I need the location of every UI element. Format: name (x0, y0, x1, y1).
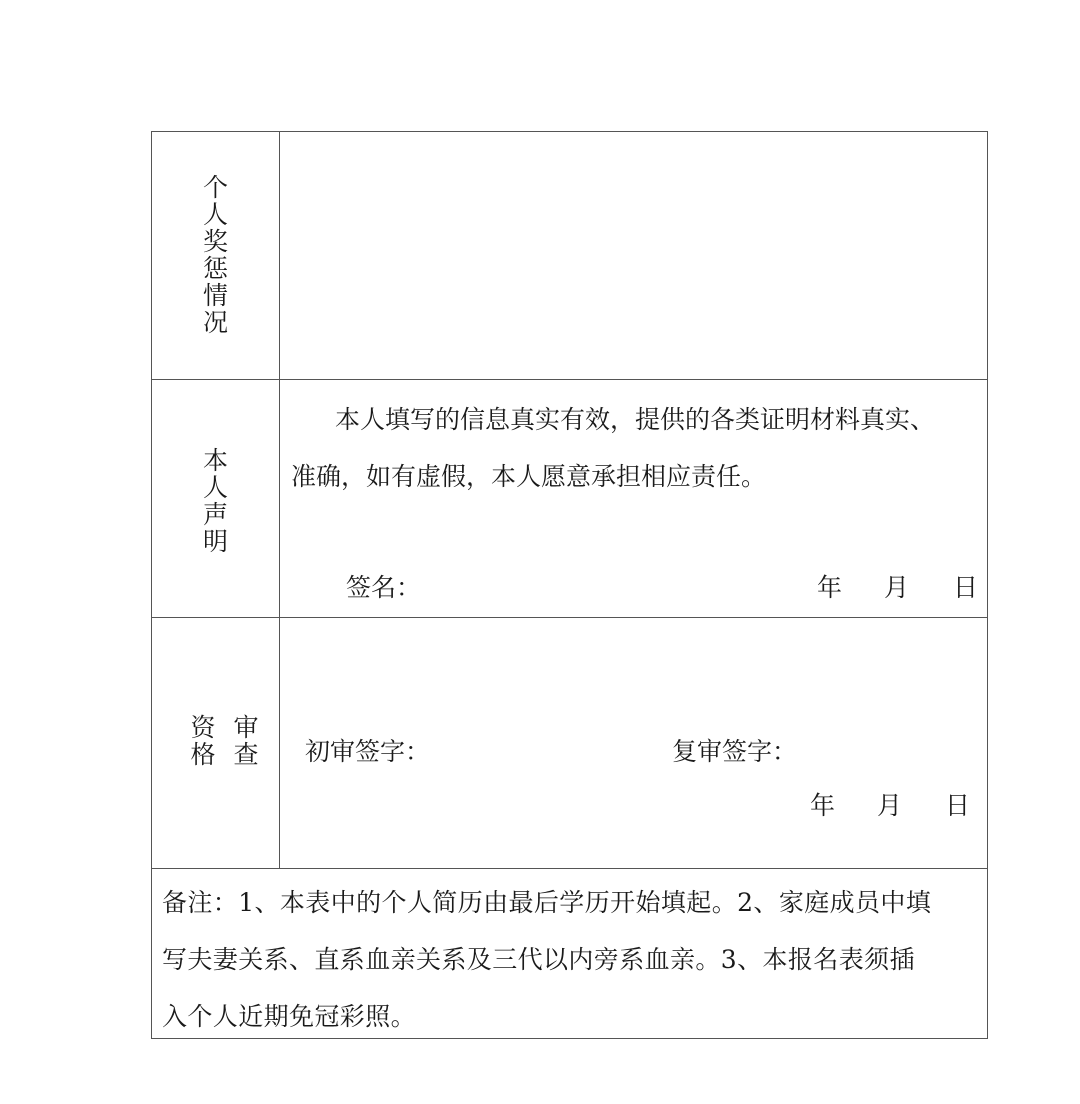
review-content-cell (280, 618, 987, 868)
signature-field[interactable] (420, 564, 780, 598)
awards-label-cell (152, 132, 280, 379)
initial-review-signature-field[interactable] (430, 728, 660, 762)
initial-review-label: 初审签字： (305, 737, 431, 766)
review-label-col1: 资格 (190, 713, 216, 769)
awards-label: 个人奖惩情况 (202, 173, 228, 337)
declaration-label-cell (152, 380, 280, 617)
second-review-label: 复审签字： (672, 737, 798, 766)
review-day: 日 (945, 791, 971, 820)
review-label-cell (152, 618, 280, 868)
declaration-content-cell (280, 380, 987, 617)
second-review-signature-field[interactable] (800, 728, 980, 762)
declaration-row (152, 380, 987, 618)
review-month: 月 (877, 791, 903, 820)
notes-line2: 写夫妻关系、直系血亲关系及三代以内旁系血亲。3、本报名表须插 (162, 945, 915, 974)
declaration-text-line2: 准确，如有虚假，本人愿意承担相应责任。 (291, 462, 767, 491)
signature-label: 签名： (346, 573, 422, 602)
notes-row (152, 869, 987, 1040)
review-year: 年 (810, 791, 836, 820)
declaration-year: 年 (817, 573, 843, 602)
notes-line1: 备注：1、本表中的个人简历由最后学历开始填起。2、家庭成员中填 (162, 888, 932, 917)
awards-row (152, 132, 987, 380)
declaration-text-line1: 本人填写的信息真实有效，提供的各类证明材料真实、 (335, 405, 936, 434)
notes-line3: 入个人近期免冠彩照。 (162, 1002, 417, 1031)
review-label-col2: 审查 (233, 713, 259, 769)
declaration-month: 月 (884, 573, 910, 602)
declaration-label: 本人声明 (202, 446, 228, 556)
awards-content-cell[interactable] (280, 132, 987, 379)
registration-form-table (151, 131, 988, 1039)
declaration-day: 日 (953, 573, 979, 602)
review-row (152, 618, 987, 869)
